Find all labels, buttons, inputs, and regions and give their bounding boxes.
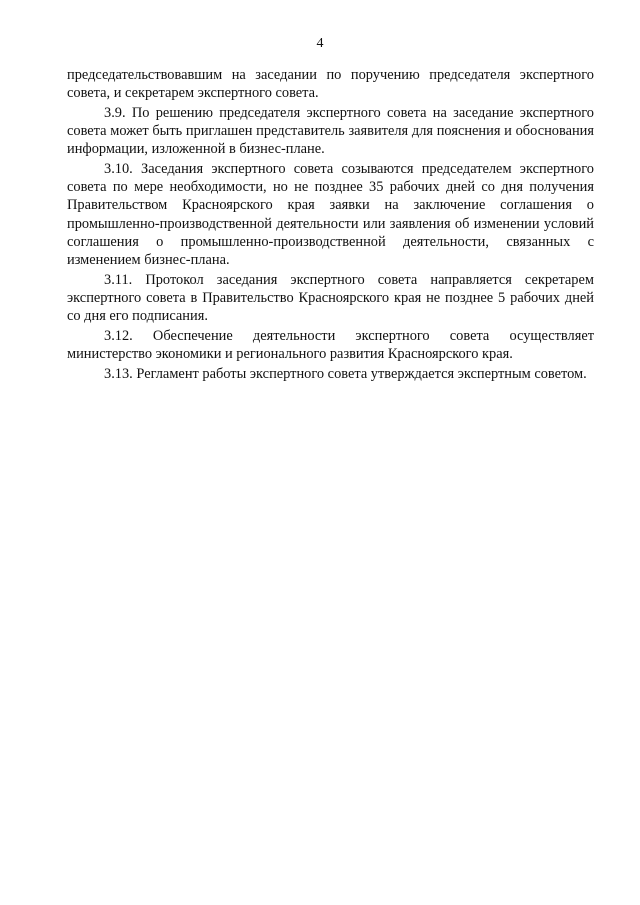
paragraph-3-12: 3.12. Обеспечение деятельности экспертного совета осуществляет министерство экономики и регионального развития Красноярского края. [67, 327, 594, 363]
paragraph-3-13: 3.13. Регламент работы экспертного совета утверждается экспертным советом. [104, 365, 587, 382]
paragraph-3-9: 3.9. По решению председателя экспертного совета на заседание экспертного совета может быть приглашен представитель заявителя для пояснения и обоснования информации, изложенной в бизнес-плане. [67, 104, 594, 158]
page-number: 4 [316, 36, 324, 51]
paragraph-3-11: 3.11. Протокол заседания экспертного совета направляется секретарем экспертного совета в Правительство Красноярского края не позднее 5 рабочих дней со дня его подписания. [67, 271, 594, 325]
paragraph-continuation: председательствовавшим на заседании по поручению председателя экспертного совета, и секретарем экспертного совета. [67, 67, 594, 102]
paragraph-3-10: 3.10. Заседания экспертного совета созываются председателем экспертного совета по мере необходимости, но не позднее 35 рабочих дней со дня получения Правительством Красноярского края заявки на заключение соглашения о промышленно-производственной деятельности или заявления об изменении условий соглашения о промышленно-производственной деятельности, связанных с изменением бизнес-плана. [67, 160, 594, 269]
document-body [67, 66, 594, 384]
